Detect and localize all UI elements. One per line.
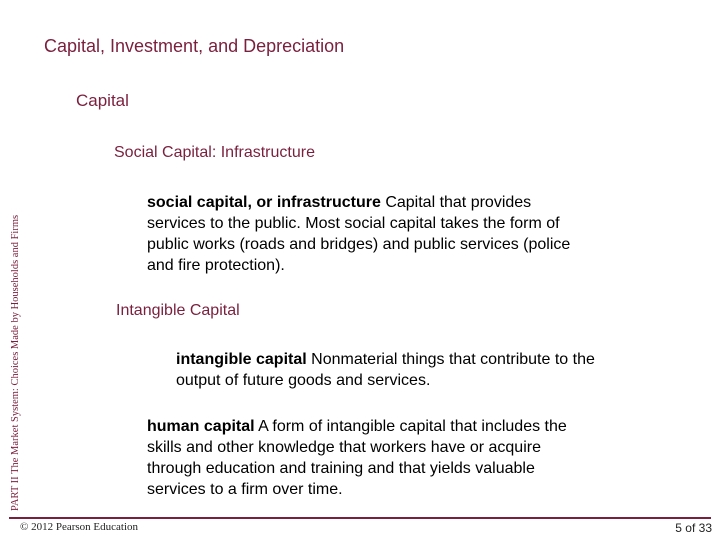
definition-text: A form of intangible capital that includes the skills and other knowledge that workers have or acquire through education and training and that yields valuable services to a firm over time. — [147, 418, 567, 498]
footer-divider — [9, 517, 711, 519]
heading-capital: Capital — [76, 91, 129, 110]
definition-term: social capital, or infrastructure — [147, 194, 381, 211]
heading-social-capital: Social Capital: Infrastructure — [114, 144, 315, 161]
page-number: 5 of 33 — [675, 521, 712, 535]
definition-text: Capital that provides services to the public. Most social capital takes the form of public works (roads and bridges) and public services (police and fire protection). — [147, 194, 571, 274]
copyright-notice: © 2012 Pearson Education — [20, 521, 139, 533]
sidebar-part-label: PART II The Market System: Choices Made by Households and Firms — [10, 214, 21, 511]
definition-human-capital — [147, 416, 587, 500]
definition-text: Nonmaterial things that contribute to the output of future goods and services. — [176, 351, 595, 389]
definition-term: intangible capital — [176, 351, 307, 368]
definition-social-capital — [147, 192, 587, 276]
definition-term: human capital — [147, 418, 255, 435]
slide-title: Capital, Investment, and Depreciation — [44, 36, 345, 56]
heading-intangible-capital: Intangible Capital — [116, 302, 240, 319]
definition-intangible-capital — [176, 349, 616, 391]
